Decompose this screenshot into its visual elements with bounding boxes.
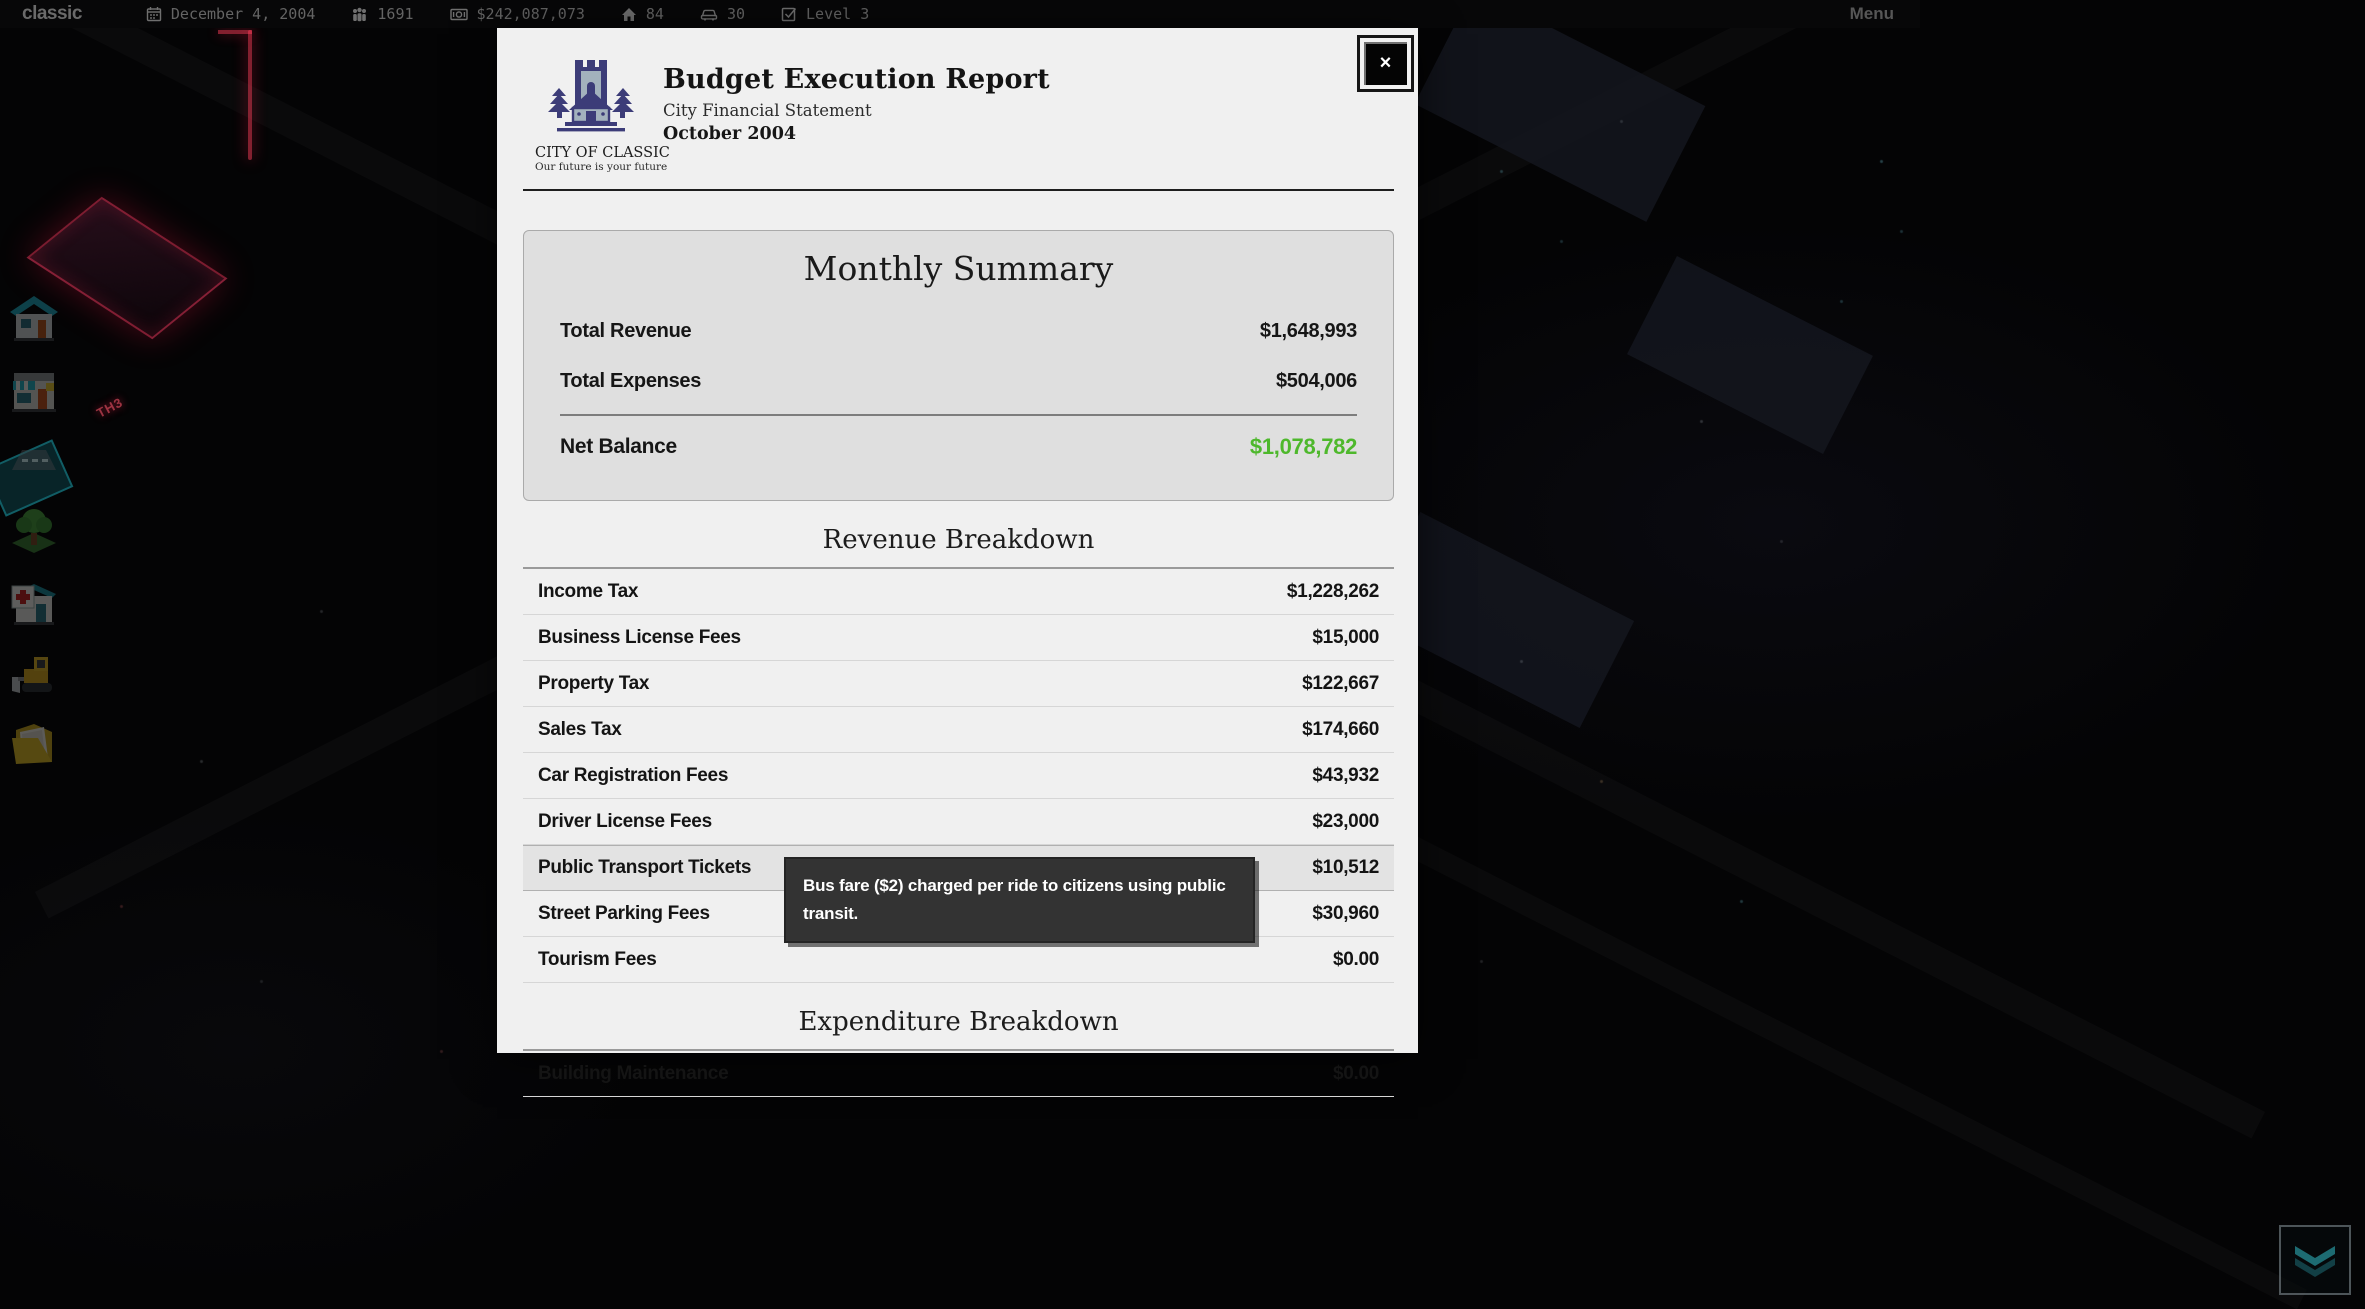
revenue-section-title: Revenue Breakdown xyxy=(822,525,1095,555)
monthly-summary-box xyxy=(523,230,1394,501)
report-header xyxy=(497,28,1418,173)
revenue-row-label: Sales Tax xyxy=(538,718,622,740)
report-subtitle: City Financial Statement xyxy=(663,101,872,120)
traffic-stat xyxy=(700,5,745,23)
revenue-row-value: $15,000 xyxy=(1312,626,1379,648)
money-value: $242,087,073 xyxy=(476,5,585,23)
summary-title: Monthly Summary xyxy=(803,249,1114,288)
revenue-row-label: Business License Fees xyxy=(538,626,741,648)
net-balance-value: $1,078,782 xyxy=(1249,434,1357,459)
revenue-row-label: Property Tax xyxy=(538,672,650,694)
revenue-row-label: Car Registration Fees xyxy=(538,764,729,786)
castle-crest-icon xyxy=(539,54,643,138)
population-icon xyxy=(351,7,368,22)
residential-house-tool[interactable] xyxy=(8,292,60,344)
date-value: December 4, 2004 xyxy=(170,5,316,23)
revenue-row-label: Street Parking Fees xyxy=(538,902,710,924)
bulldozer-tool-icon xyxy=(8,647,60,699)
header-divider xyxy=(523,189,1394,191)
level-icon xyxy=(781,6,797,22)
revenue-row-value: $174,660 xyxy=(1302,718,1379,740)
total-expenses-value: $504,006 xyxy=(1275,369,1357,392)
commercial-shop-tool[interactable] xyxy=(8,363,60,415)
population-stat xyxy=(351,5,413,23)
car-icon xyxy=(700,7,718,21)
housing-value: 84 xyxy=(645,5,664,23)
money-stat xyxy=(450,5,585,23)
revenue-row-label: Driver License Fees xyxy=(538,810,712,832)
revenue-row[interactable] xyxy=(523,615,1394,661)
hospital-tool-icon xyxy=(8,576,60,628)
revenue-row[interactable] xyxy=(523,661,1394,707)
tree-park-tool[interactable] xyxy=(8,505,60,557)
road-tool-icon xyxy=(8,434,60,486)
revenue-row[interactable] xyxy=(523,799,1394,845)
menu-button[interactable]: Menu xyxy=(1849,4,1894,23)
revenue-row[interactable] xyxy=(523,753,1394,799)
report-period: October 2004 xyxy=(663,124,797,144)
house-icon xyxy=(621,7,637,22)
tree-tool-icon xyxy=(8,505,60,557)
expenditure-row[interactable] xyxy=(523,1051,1394,1097)
level-value: Level 3 xyxy=(806,5,870,23)
net-balance-label: Net Balance xyxy=(560,435,677,458)
crest-tagline: Our future is your future xyxy=(535,161,668,173)
calendar-icon xyxy=(146,6,162,22)
top-status-bar xyxy=(0,0,1920,28)
expenditure-rows xyxy=(523,1051,1394,1097)
revenue-row-value: $1,228,262 xyxy=(1286,580,1379,602)
bulldozer-tool[interactable] xyxy=(8,647,60,699)
close-icon: × xyxy=(1364,42,1407,85)
expenditure-section-title: Expenditure Breakdown xyxy=(798,1007,1119,1037)
population-value: 1691 xyxy=(377,5,414,23)
budget-report-modal xyxy=(497,28,1418,1084)
revenue-row[interactable] xyxy=(523,569,1394,615)
game-logo: classic xyxy=(22,3,82,24)
revenue-row-value: $30,960 xyxy=(1312,902,1379,924)
report-content xyxy=(497,230,1418,1097)
money-icon xyxy=(450,7,468,22)
revenue-row-value: $10,512 xyxy=(1312,857,1379,878)
revenue-row-label: Public Transport Tickets xyxy=(538,857,752,878)
revenue-row-value: $0.00 xyxy=(1332,948,1379,970)
close-button[interactable] xyxy=(1357,35,1414,92)
double-chevron-down-icon xyxy=(2289,1238,2341,1282)
folder-tool-icon xyxy=(8,718,60,770)
total-revenue-label: Total Revenue xyxy=(560,319,692,342)
expenditure-row-label: Building Maintenance xyxy=(538,1062,729,1084)
neon-sign-text: TH3 xyxy=(94,394,126,421)
road-tool[interactable] xyxy=(8,434,60,486)
hospital-service-tool[interactable] xyxy=(8,576,60,628)
traffic-value: 30 xyxy=(726,5,746,23)
revenue-row[interactable] xyxy=(523,707,1394,753)
total-expenses-label: Total Expenses xyxy=(560,369,702,392)
budget-folder-tool[interactable] xyxy=(8,718,60,770)
report-title-block xyxy=(663,54,1050,144)
total-expenses-row xyxy=(560,356,1357,406)
revenue-row-label: Income Tax xyxy=(538,580,639,602)
total-revenue-value: $1,648,993 xyxy=(1259,319,1357,342)
revenue-row-value: $122,667 xyxy=(1302,672,1379,694)
house-tool-icon xyxy=(8,292,60,344)
level-stat xyxy=(781,5,869,23)
total-revenue-row xyxy=(560,306,1357,356)
background-building xyxy=(1627,256,1873,454)
revenue-row-value: $23,000 xyxy=(1312,810,1379,832)
net-balance-row xyxy=(560,420,1357,474)
shop-tool-icon xyxy=(8,363,60,415)
bus-fare-tooltip xyxy=(784,857,1255,943)
revenue-row-label: Tourism Fees xyxy=(538,948,657,970)
build-tool-sidebar xyxy=(8,292,62,770)
tooltip-text: Bus fare ($2) charged per ride to citizens using public transit. xyxy=(803,876,1226,923)
date-stat xyxy=(146,5,316,23)
housing-stat xyxy=(621,5,664,23)
revenue-row-value: $43,932 xyxy=(1312,764,1379,786)
report-title: Budget Execution Report xyxy=(663,64,1050,95)
summary-divider xyxy=(560,414,1357,416)
minimize-panel-button[interactable] xyxy=(2279,1225,2351,1295)
expenditure-row-value: $0.00 xyxy=(1332,1062,1379,1084)
crest-title: CITY OF CLASSIC xyxy=(535,145,670,161)
neon-sign-tube xyxy=(248,30,252,160)
revenue-row[interactable] xyxy=(523,937,1394,983)
city-crest xyxy=(535,54,670,173)
